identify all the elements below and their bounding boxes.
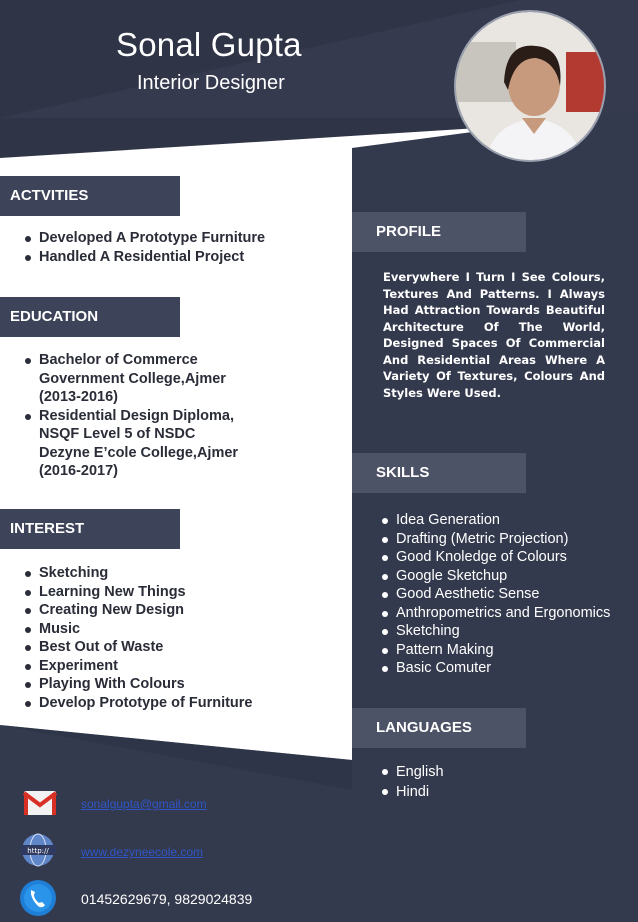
list-item: Developed A Prototype Furniture [21,229,265,248]
list-item: Anthropometrics and Ergonomics [378,604,610,623]
languages-heading: LANGUAGES [352,708,526,748]
list-item: Basic Comuter [378,659,610,678]
globe-www-icon [18,832,58,868]
education-line: Dezyne E’cole College,Ajmer [39,444,239,461]
list-item: Google Sketchup [378,567,610,586]
skills-heading: SKILLS [352,453,526,493]
phone-number: 01452629679, 9829024839 [81,891,253,907]
list-item: Learning New Things [21,583,253,602]
list-item: Playing With Colours [21,675,253,694]
education-list [21,351,238,481]
candidate-name: Sonal Gupta [116,26,302,63]
profile-photo [454,10,606,162]
interest-list [21,564,253,712]
interest-heading: INTEREST [0,509,180,549]
list-item: Good Knoledge of Colours [378,548,610,567]
list-item: Develop Prototype of Furniture [21,694,253,713]
gmail-icon [22,785,58,821]
list-item [21,351,238,407]
education-line: (2013-2016) [39,389,118,405]
list-item: Sketching [378,622,610,641]
education-line: Government College,Ajmer [39,370,226,387]
list-item: Sketching [21,564,253,583]
list-item: Drafting (Metric Projection) [378,530,610,549]
activities-heading: ACTVITIES [0,176,180,216]
phone-icon [18,878,58,918]
list-item: Music [21,620,253,639]
list-item: Pattern Making [378,641,610,660]
list-item: Best Out of Waste [21,638,253,657]
list-item: Idea Generation [378,511,610,530]
education-line: (2016-2017) [39,463,118,479]
profile-heading: PROFILE [352,212,526,252]
education-line: Residential Design Diploma, [39,407,234,424]
education-line: NSQF Level 5 of NSDC [39,426,196,442]
languages-list [378,762,444,802]
education-heading: EDUCATION [0,297,180,337]
list-item: Good Aesthetic Sense [378,585,610,604]
education-line: Bachelor of Commerce [39,352,198,368]
profile-text: Everywhere I Turn I See Colours, Textures And Patterns. I Always Had Attraction Towards Beautiful Architecture Of The World, Designed Spaces Of Commercial And Residential Areas Where A Variety Of Textures, Colours And Styles Were Used. [383,270,605,400]
activities-list [21,229,265,266]
svg-text:http://: http:// [27,847,49,855]
skills-list [378,511,610,678]
email-link[interactable]: sonalgupta@gmail.com [81,797,207,811]
list-item: English [378,762,444,782]
list-item: Creating New Design [21,601,253,620]
website-link[interactable]: www.dezyneecole.com [81,845,204,859]
list-item [21,407,238,481]
candidate-title: Interior Designer [137,72,285,94]
list-item: Hindi [378,782,444,802]
list-item: Handled A Residential Project [21,248,265,267]
list-item: Experiment [21,657,253,676]
